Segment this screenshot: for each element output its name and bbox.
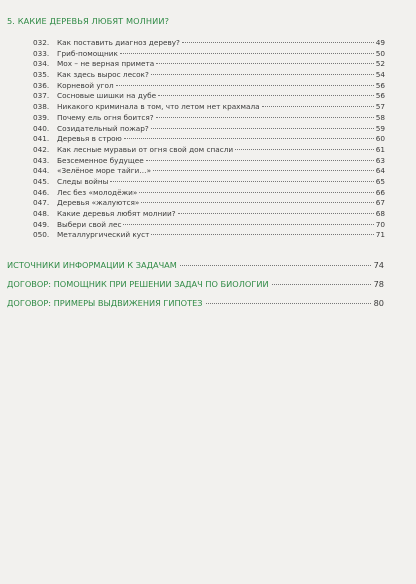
dot-leader bbox=[151, 227, 373, 237]
toc-contract-hypotheses-title: ДОГОВОР: ПРИМЕРЫ ВЫДВИЖЕНИЯ ГИПОТЕЗ bbox=[7, 298, 203, 308]
entry-page: 54 bbox=[375, 70, 385, 80]
section-title: 5. КАКИЕ ДЕРЕВЬЯ ЛЮБЯТ МОЛНИИ? bbox=[7, 16, 170, 26]
entry-page: 71 bbox=[375, 230, 385, 240]
entry-page: 52 bbox=[375, 59, 385, 69]
toc-contract-helper[interactable] bbox=[7, 277, 384, 289]
dot-leader bbox=[116, 78, 374, 88]
dot-leader bbox=[206, 296, 371, 306]
entry-number: 032. bbox=[33, 38, 50, 47]
entry-number: 040. bbox=[33, 123, 50, 133]
entry-number: 048. bbox=[33, 209, 50, 218]
dot-leader bbox=[156, 56, 374, 66]
entry-page: 67 bbox=[375, 198, 385, 208]
dot-leader bbox=[272, 277, 371, 287]
entry-page: 58 bbox=[375, 112, 385, 122]
entry-title: Корневой угол bbox=[57, 80, 114, 90]
dot-leader bbox=[120, 46, 374, 56]
dot-leader bbox=[158, 88, 374, 98]
toc-contract-hypotheses[interactable] bbox=[7, 296, 384, 308]
dot-leader bbox=[180, 258, 371, 268]
dot-leader bbox=[124, 131, 374, 141]
dot-leader bbox=[151, 67, 374, 77]
entry-title: Никакого криминала в том, что летом нет крахмала bbox=[57, 102, 260, 112]
entry-title: «Зелёное море тайги…» bbox=[57, 166, 152, 176]
dot-leader bbox=[110, 174, 373, 184]
entry-number: 035. bbox=[33, 70, 50, 80]
entry-title: Как поставить диагноз дереву? bbox=[57, 38, 180, 47]
toc-contract-hypotheses-page: 80 bbox=[373, 298, 384, 308]
entry-page: 63 bbox=[375, 155, 385, 165]
entry-title: Сосновые шишки на дубе bbox=[57, 91, 157, 101]
entry-page: 61 bbox=[375, 144, 385, 154]
dot-leader bbox=[146, 153, 374, 163]
entry-list bbox=[33, 35, 385, 238]
entry-page: 60 bbox=[375, 134, 385, 144]
toc-contract-helper-title: ДОГОВОР: ПОМОЩНИК ПРИ РЕШЕНИИ ЗАДАЧ ПО БИОЛОГИИ bbox=[7, 279, 269, 289]
entry-number: 044. bbox=[33, 166, 50, 176]
entry-number: 049. bbox=[33, 219, 50, 229]
entry-number: 033. bbox=[33, 48, 50, 58]
toc-sources[interactable] bbox=[7, 258, 384, 270]
entry-page: 68 bbox=[375, 209, 385, 218]
toc-entry[interactable] bbox=[33, 35, 385, 46]
entry-page: 50 bbox=[375, 48, 385, 58]
entry-title: Деревья в строю bbox=[57, 134, 122, 144]
entry-number: 041. bbox=[33, 134, 50, 144]
entry-title: Почему ель огня боится? bbox=[57, 112, 154, 122]
entry-title: Как здесь вырос лесок? bbox=[57, 70, 149, 80]
entry-title: Металлургический куст bbox=[57, 230, 150, 240]
entry-title: Мох – не верная примета bbox=[57, 59, 155, 69]
entry-number: 047. bbox=[33, 198, 50, 208]
entry-number: 034. bbox=[33, 59, 50, 69]
dot-leader bbox=[178, 206, 374, 216]
entry-page: 56 bbox=[375, 91, 385, 101]
toc-sources-page: 74 bbox=[373, 260, 384, 270]
entry-title: Деревья «жалуются» bbox=[57, 198, 140, 208]
entry-page: 66 bbox=[375, 187, 385, 197]
entry-page: 57 bbox=[375, 102, 385, 112]
entry-title: Лес без «молодёжи» bbox=[57, 187, 138, 197]
entry-page: 64 bbox=[375, 166, 385, 176]
entry-title: Как лесные муравьи от огня свой дом спасли bbox=[57, 144, 234, 154]
dot-leader bbox=[151, 121, 374, 131]
entry-title: Гриб-помощник bbox=[57, 48, 118, 58]
entry-number: 039. bbox=[33, 112, 50, 122]
dot-leader bbox=[153, 163, 374, 173]
dot-leader bbox=[262, 99, 374, 109]
entry-page: 49 bbox=[375, 38, 385, 47]
entry-title: Созидательный пожар? bbox=[57, 123, 149, 133]
toc-contract-helper-page: 78 bbox=[373, 279, 384, 289]
entry-number: 037. bbox=[33, 91, 50, 101]
entry-number: 036. bbox=[33, 80, 50, 90]
entry-title: Следы войны bbox=[57, 176, 109, 186]
dot-leader bbox=[235, 142, 374, 152]
entry-page: 59 bbox=[375, 123, 385, 133]
toc-sources-title: ИСТОЧНИКИ ИНФОРМАЦИИ К ЗАДАЧАМ bbox=[7, 260, 177, 270]
dot-leader bbox=[182, 35, 374, 45]
entry-title: Безсеменное будущее bbox=[57, 155, 144, 165]
entry-page: 65 bbox=[375, 176, 385, 186]
dot-leader bbox=[141, 195, 373, 205]
entry-title: Какие деревья любят молнии? bbox=[57, 209, 176, 218]
entry-title: Выбери свой лес bbox=[57, 219, 122, 229]
entry-number: 045. bbox=[33, 176, 50, 186]
dot-leader bbox=[156, 110, 374, 120]
entry-number: 043. bbox=[33, 155, 50, 165]
dot-leader bbox=[139, 185, 373, 195]
entry-page: 56 bbox=[375, 80, 385, 90]
entry-number: 042. bbox=[33, 144, 50, 154]
entry-number: 038. bbox=[33, 102, 50, 112]
entry-page: 70 bbox=[375, 219, 385, 229]
entry-number: 046. bbox=[33, 187, 50, 197]
dot-leader bbox=[123, 217, 373, 227]
entry-number: 050. bbox=[33, 230, 50, 240]
